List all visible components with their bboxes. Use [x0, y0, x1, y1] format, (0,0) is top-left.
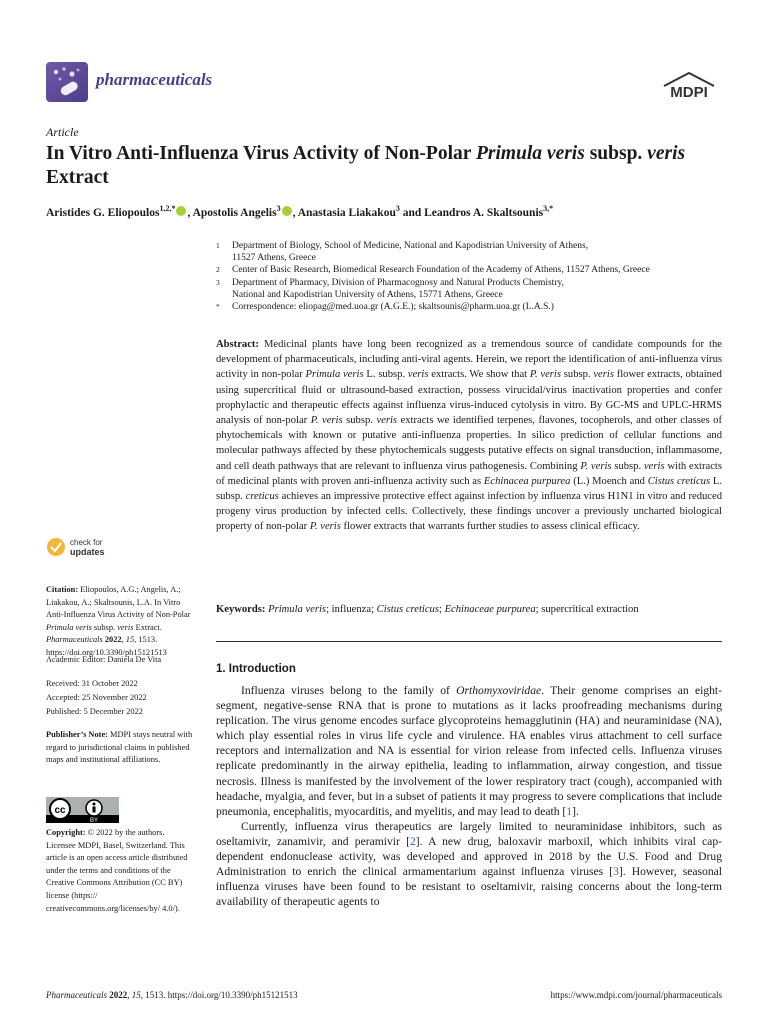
- introduction-body: Influenza viruses belong to the family of Orthomyxoviridae. Their genome comprises an eight-segment, negative-sense RNA that is prone to mutations as it lacks proofreading mechanisms during replication. The virus genome encodes surface glycoproteins hemagglutinin (HA) and neuraminidase (NA), which play essential roles in virus life cycle and virulence. HA enables virus attachment to cell surface receptors and internalization and NA is essential for virion release from infected cells. Influenza viruses replicate predominantly in the airway epithelia, leading to inflammation, airway congestion, and tissue necrosis. Illness is manifested by the involvement of the lower respiratory tract (cough), accompanied with headache, myalgia, and fever, but in a subset of patients it may progress to severe complications that include pneumonia, encephalitis, myocarditis, and myelitis, and may lead to death [1]. Currently, influenza virus therapeutics are largely limited to neuraminidase inhibitors, such as oseltamivir, zanamivir, and peramivir [2]. A new drug, baloxavir marboxil, which inhibits viral cap-dependent endonuclease activity, was developed and approved in 2018 by the U.S. Food and Drug Administration to enrich the clinical armamentarium against influenza viruses [3]. However, seasonal influenza viruses have been found to be resistant to oseltamivir, raising concerns about the long-term availability of therapeutic agents to: [216, 684, 722, 909]
- footer-journal-url[interactable]: https://www.mdpi.com/journal/pharmaceuticals: [550, 990, 722, 1000]
- svg-text:BY: BY: [89, 818, 99, 823]
- section-divider: [216, 641, 722, 642]
- abstract: Abstract: Medicinal plants have long been recognized as a tremendous source of candidate compounds for the development of pharmaceuticals, including anti-viral agents. Herein, we report the identification of anti-influenza virus activity in non-polar Primula veris L. subsp. veris extracts. We show that P. veris subsp. veris flower extracts, obtained using supercritical fluid or ultrasound-based extraction, possess virucidal/virus inactivation properties and confer prophylactic and therapeutic effects against influenza virus-induced cytolysis in vitro. By GC-MS and UPLC-HRMS analysis of non-polar P. veris subsp. veris extracts we identified terpenes, flavones, tocopherols, and other classes of phytochemicals with known or putative anti-influenza properties. In silico prediction of cellular functions and molecular pathways affected by these phytochemicals suggests putative effects on signal transduction, inflammasome, and cell death pathways that are relevant to influenza virus pathogenesis. Combining P. veris subsp. veris with extracts of medicinal plants with proven anti-influenza activity such as Echinacea purpurea (L.) Moench and Cistus creticus L. subsp. creticus achieves an impressive protective effect against infection by influenza virus H1N1 in vitro and reduced progeny virus production by infected cells. Collectively, these findings uncover a previously uncharted biological property of non-polar P. veris flower extracts that warrants further studies to assess clinical efficacy.: [216, 339, 723, 533]
- reference-link[interactable]: 3: [613, 865, 619, 879]
- author-name[interactable]: Anastasia Liakakou: [297, 206, 396, 219]
- journal-name[interactable]: pharmaceuticals: [96, 70, 213, 89]
- author-name[interactable]: Leandros A. Skaltsounis: [424, 206, 544, 219]
- publisher-note: Publisher’s Note: MDPI stays neutral with regard to jurisdictional claims in published maps and institutional affiliations.: [46, 730, 193, 765]
- article-title: In Vitro Anti-Influenza Virus Activity of Non-Polar Primula veris subsp. veris Extract: [46, 143, 686, 188]
- cc-by-license-icon[interactable]: [46, 797, 119, 823]
- reference-link[interactable]: 1: [566, 804, 573, 818]
- mdpi-logo-icon[interactable]: [658, 70, 720, 100]
- author-name[interactable]: Aristides G. Eliopoulos: [46, 206, 160, 219]
- svg-text:check for: check for: [70, 538, 103, 547]
- copyright-notice: Copyright: © 2022 by the authors. Licensee MDPI, Basel, Switzerland. This article is an open access article distributed under the terms and conditions of the Creative Commons Attribution (CC BY) license (https:// creativecommons.org/licenses/by/ 4.0/).: [46, 828, 188, 913]
- reference-link[interactable]: 2: [409, 834, 416, 848]
- correspondence-line[interactable]: Correspondence: eliopag@med.uoa.gr (A.G.E.); skaltsounis@pharm.uoa.gr (L.A.S.): [232, 302, 554, 313]
- accepted-date: Accepted: 25 November 2022: [46, 693, 147, 702]
- keywords: Keywords: Primula veris; influenza; Cistus creticus; Echinaceae purpurea; supercritical extraction: [216, 604, 639, 615]
- journal-logo-icon: [46, 62, 88, 102]
- published-date: Published: 5 December 2022: [46, 707, 143, 716]
- academic-editor: Academic Editor: Daniela De Vita: [46, 655, 162, 664]
- check-updates-icon: [47, 538, 65, 556]
- citation-block: Citation: Eliopoulos, A.G.; Angelis, A.; Liakakou, A.; Skaltsounis, L.A. In Vitro Anti-Influenza Virus Activity of Non-Polar Primula veris subsp. veris Extract. Pharmaceuticals 2022, 15, 1513. https://doi.org/10.3390/ph15121513: [46, 585, 191, 657]
- check-for-updates-button[interactable]: [46, 536, 166, 558]
- footer-citation: Pharmaceuticals 2022, 15, 1513. https://doi.org/10.3390/ph15121513: [46, 990, 298, 1000]
- orcid-icon[interactable]: [282, 206, 292, 216]
- section-heading: 1. Introduction: [216, 663, 296, 675]
- author-name[interactable]: Apostolis Angelis: [192, 206, 277, 219]
- affiliations: 1 Department of Biology, School of Medicine, National and Kapodistrian University of Athens, 11527 Athens, Greece 2 Center of Basic Research, Biomedical Research Foundation of the Academy of Athens, 11527 Athens, Greece 3 Department of Pharmacy, Division of Pharmacognosy and Natural Products Chemistry, National and Kapodistrian University of Athens, 15771 Athens, Greece * Correspondence: eliopag@med.uoa.gr (A.G.E.); skaltsounis@pharm.uoa.gr (L.A.S.): [216, 240, 726, 313]
- article-type: Article: [46, 125, 79, 139]
- svg-text:updates: updates: [70, 547, 105, 557]
- received-date: Received: 31 October 2022: [46, 679, 138, 688]
- orcid-icon[interactable]: [176, 206, 186, 216]
- author-list: Aristides G. Eliopoulos$^{1,2,*}$ , Apostolis Angelis$^3$ , Anastasia Liakakou$^3$ and Leandros A. Skaltsounis$^{3,*}$: [46, 204, 554, 219]
- publisher-name: MDPI: [670, 84, 708, 100]
- svg-text:cc: cc: [54, 805, 66, 816]
